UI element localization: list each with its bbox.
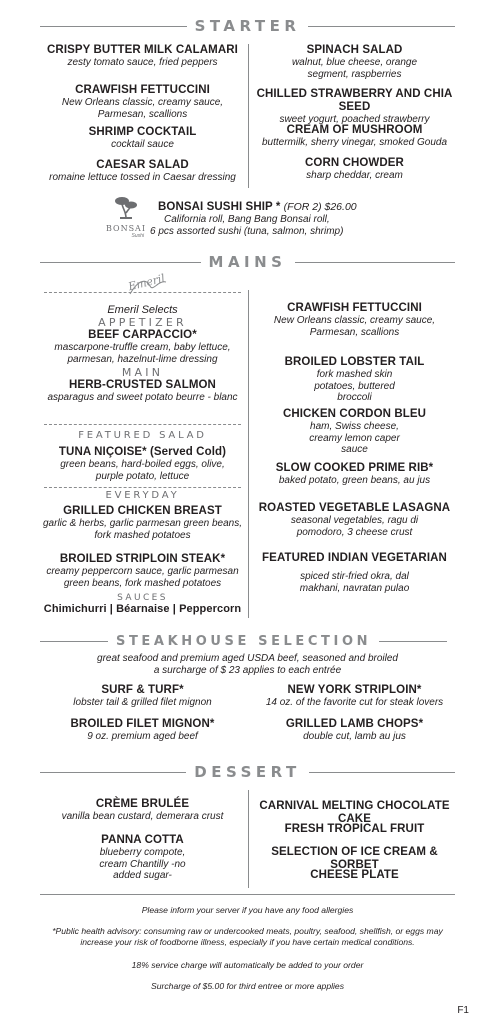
header-rule: [308, 26, 455, 27]
dashed-rule: [44, 487, 241, 488]
item-desc: seasonal vegetables, ragu di pomodoro, 3 cheese crust: [290, 515, 419, 538]
mains-header: [40, 254, 455, 270]
item-desc: blueberry compote, cream Chantilly -no added sugar-: [99, 847, 186, 881]
menu-item: [252, 502, 457, 552]
menu-item: [252, 44, 457, 88]
item-desc: romaine lettuce tossed in Caesar dressing: [49, 172, 236, 183]
menu-item: [252, 302, 457, 356]
item-name: CRÈME BRULÉE: [95, 798, 190, 810]
menu-item: [252, 552, 457, 594]
header-rule: [40, 26, 187, 27]
item-desc: baked potato, green beans, au jus: [278, 475, 431, 486]
menu-item: [40, 159, 245, 184]
starter-right-column: [252, 44, 457, 182]
dashed-rule: [44, 292, 241, 293]
column-divider: [248, 44, 249, 188]
item-desc: asparagus and sweet potato beurre - blanc: [47, 392, 238, 403]
item-desc: spiced stir-fried okra, dal makhani, navratan pulao: [299, 571, 410, 594]
item-name: CORN CHOWDER: [305, 157, 404, 169]
menu-item: [252, 684, 457, 718]
advisory-line: increase your risk of foodborne illness, especially if you have certain medical conditions.: [80, 937, 415, 947]
menu-item: [40, 126, 245, 159]
bonsai-logo-sub: Sushi: [131, 233, 144, 239]
item-name: CRAWFISH FETTUCCINI: [75, 84, 210, 96]
dessert-header: [40, 764, 455, 780]
item-desc: walnut, blue cheese, orange segment, raspberries: [291, 57, 418, 80]
dessert-title: DESSERT: [194, 763, 301, 781]
item-name: GRILLED LAMB CHOPS*: [285, 718, 424, 730]
item-name: SHRIMP COCKTAIL: [88, 126, 197, 138]
dessert-item: CHEESE PLATE: [310, 869, 399, 881]
steakhouse-right-column: [252, 684, 457, 743]
starter-title: STARTER: [194, 17, 301, 35]
item-name: BROILED FILET MIGNON*: [70, 718, 215, 730]
header-rule: [40, 262, 201, 263]
bonsai-logo: [104, 195, 148, 241]
menu-item: [252, 356, 457, 408]
item-name: SURF & TURF*: [101, 684, 184, 696]
sauces-list: Chimichurri | Béarnaise | Peppercorn: [43, 603, 242, 615]
item-name: CRAWFISH FETTUCCINI: [287, 302, 422, 314]
item-desc: ham, Swiss cheese, creamy lemon caper sauce: [309, 421, 400, 455]
item-name: NEW YORK STRIPLOIN*: [287, 684, 422, 696]
item-name: PANNA COTTA: [101, 834, 184, 846]
item-desc: New Orleans classic, creamy sauce, Parmesan, scallions: [273, 315, 436, 338]
main-heading: MAIN: [121, 366, 164, 379]
item-desc: fork mashed skin potatoes, buttered broccoli: [314, 369, 395, 403]
emeril-logo-text: Emeril: [126, 271, 167, 294]
menu-item: [252, 462, 457, 502]
surcharge-notice: Surcharge of $5.00 for third entree or more applies: [151, 981, 344, 991]
item-name: CHILLED STRAWBERRY AND CHIA SEED: [256, 88, 453, 113]
item-desc: cocktail sauce: [111, 139, 174, 150]
item-desc: 14 oz. of the favorite cut for steak lovers: [265, 697, 444, 708]
menu-item: [40, 798, 245, 834]
item-desc: creamy peppercorn sauce, garlic parmesan green beans, fork mashed potatoes: [46, 566, 239, 589]
header-rule: [40, 772, 186, 773]
item-desc: California roll, Bang Bang Bonsai roll,: [164, 214, 330, 225]
health-advisory: [30, 926, 465, 948]
item-name: ROASTED VEGETABLE LASAGNA: [258, 502, 451, 514]
item-name: HERB-CRUSTED SALMON: [69, 379, 216, 391]
menu-item: [252, 88, 457, 124]
steakhouse-left-column: [40, 684, 245, 743]
menu-item: [40, 44, 245, 84]
item-name: TUNA NIÇOISE* (Served Cold): [58, 446, 227, 458]
advisory-line: *Public health advisory: consuming raw or undercooked meats, poultry, seafood, shellfish, or eggs may: [52, 926, 443, 936]
item-name: BEEF CARPACCIO*: [88, 329, 197, 341]
item-desc: sweet yogurt, poached strawberry: [279, 114, 430, 125]
menu-item: [252, 124, 457, 157]
bonsai-item: [150, 201, 360, 237]
starter-header: [40, 18, 455, 34]
column-divider: [248, 290, 249, 618]
menu-item: [252, 718, 457, 743]
item-desc: mascarpone-truffle cream, baby lettuce, parmesan, hazelnut-lime dressing: [54, 342, 231, 365]
header-rule: [379, 641, 447, 642]
item-desc: vanilla bean custard, demerara crust: [61, 811, 224, 822]
footer-rule: [40, 894, 455, 895]
item-desc: lobster tail & grilled filet mignon: [73, 697, 212, 708]
menu-item: [40, 834, 245, 882]
menu-item: [40, 379, 245, 404]
steakhouse-title: STEAKHOUSE SELECTION: [116, 633, 372, 649]
item-desc: 6 pcs assorted sushi (tuna, salmon, shrimp): [150, 225, 344, 237]
item-desc: green beans, hard-boiled eggs, olive, purple potato, lettuce: [60, 459, 225, 482]
item-name: SPINACH SALAD: [306, 44, 403, 56]
service-charge-notice: 18% service charge will automatically be added to your order: [131, 960, 364, 970]
item-name: CHICKEN CORDON BLEU: [282, 408, 427, 420]
menu-item: [40, 84, 245, 126]
featured-salad-block: [40, 430, 245, 482]
steakhouse-intro-line: great seafood and premium aged USDA beef, seasoned and broiled: [97, 653, 398, 664]
item-desc: buttermilk, sherry vinegar, smoked Gouda: [261, 137, 448, 148]
emeril-selects-label: Emeril Selects: [107, 304, 178, 316]
item-name: GRILLED CHICKEN BREAST: [63, 505, 222, 517]
menu-item: [40, 505, 245, 553]
item-name: BROILED STRIPLOIN STEAK*: [59, 553, 226, 565]
header-rule: [40, 641, 108, 642]
item-desc: zesty tomato sauce, fried peppers: [67, 57, 218, 68]
steakhouse-header: [40, 633, 455, 649]
bonsai-tree-icon: [113, 195, 139, 219]
menu-item: [40, 329, 245, 367]
item-name: BONSAI SUSHI SHIP *: [158, 201, 281, 213]
item-name: BROILED LOBSTER TAIL: [284, 356, 425, 368]
menu-item: [40, 446, 245, 482]
column-divider: [248, 790, 249, 888]
item-desc: sharp cheddar, cream: [306, 170, 403, 181]
everyday-heading: EVERYDAY: [105, 490, 180, 501]
dessert-item: FRESH TROPICAL FRUIT: [284, 823, 425, 835]
allergy-notice: Please inform your server if you have any food allergies: [141, 905, 354, 915]
menu-item: [40, 553, 245, 593]
starter-left-column: [40, 44, 245, 184]
item-name: CRISPY BUTTER MILK CALAMARI: [47, 44, 238, 56]
appetizer-heading: APPETIZER: [98, 316, 187, 329]
item-price: (FOR 2) $26.00: [283, 201, 357, 213]
bonsai-logo-text: BONSAI: [105, 224, 146, 233]
dessert-item: CARNIVAL MELTING CHOCOLATE CAKE: [259, 800, 450, 825]
dessert-right-column: [252, 800, 457, 882]
mains-left-column: [40, 304, 245, 404]
featured-salad-heading: FEATURED SALAD: [78, 430, 207, 441]
dessert-item: SELECTION OF ICE CREAM & SORBET: [271, 846, 438, 871]
menu-item: [40, 718, 245, 743]
steakhouse-intro: [40, 653, 455, 676]
emeril-logo: [120, 271, 176, 298]
item-desc: double cut, lamb au jus: [303, 731, 406, 742]
item-desc: New Orleans classic, creamy sauce, Parmesan, scallions: [61, 97, 224, 120]
item-desc: garlic & herbs, garlic parmesan green beans, fork mashed potatoes: [43, 518, 242, 541]
bonsai-title: [150, 201, 360, 214]
menu-item: [40, 684, 245, 718]
menu-item: [252, 408, 457, 462]
everyday-block: [40, 490, 245, 616]
item-desc: 9 oz. premium aged beef: [87, 731, 198, 742]
item-name: SLOW COOKED PRIME RIB*: [275, 462, 434, 474]
mains-title: MAINS: [208, 253, 287, 271]
sauces-heading: SAUCES: [117, 593, 168, 603]
mains-right-column: [252, 302, 457, 594]
header-rule: [309, 772, 455, 773]
dashed-rule: [44, 424, 241, 425]
dessert-left-column: [40, 798, 245, 882]
steakhouse-intro-line: a surcharge of $ 23 applies to each entrée: [153, 664, 342, 676]
page-number: F1: [457, 1005, 469, 1016]
header-rule: [295, 262, 456, 263]
item-name: CREAM OF MUSHROOM: [286, 124, 423, 136]
menu-item: [252, 157, 457, 182]
item-name: FEATURED INDIAN VEGETARIAN: [262, 552, 447, 564]
item-name: CAESAR SALAD: [96, 159, 189, 171]
